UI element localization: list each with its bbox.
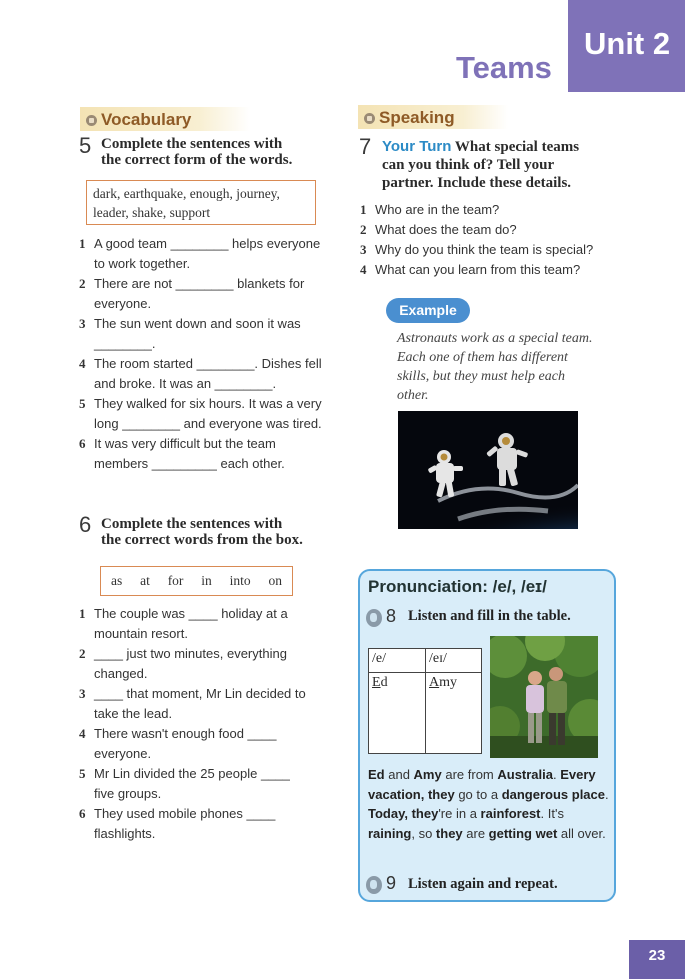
list-item	[360, 220, 630, 240]
item-text: The room started ________. Dishes fell	[94, 356, 322, 371]
item-number: 1	[79, 606, 86, 621]
list-item	[79, 724, 339, 764]
box-word: as	[111, 573, 123, 588]
item-text: Who are in the team?	[375, 202, 500, 217]
plain-text: and	[384, 767, 414, 782]
table-column-ei	[426, 649, 482, 753]
example-line: other.	[397, 388, 429, 403]
exercise-6-list	[79, 604, 339, 844]
box-word: in	[201, 573, 212, 588]
item-number: 5	[79, 396, 86, 411]
item-text: A good team ________ helps everyone	[94, 236, 321, 251]
exercise-6-number: 6	[79, 512, 92, 537]
astronaut-photo	[398, 411, 578, 529]
bold-text: Today, they	[368, 806, 439, 821]
item-number: 4	[79, 726, 86, 741]
pronunciation-table	[368, 648, 482, 754]
page-title: Teams	[456, 50, 552, 85]
bold-text: rainforest	[480, 806, 541, 821]
exercise-7-number: 7	[359, 134, 372, 159]
item-text: ________.	[94, 336, 156, 351]
section-bullet-icon	[86, 115, 97, 126]
item-text: take the lead.	[94, 706, 173, 721]
list-item	[79, 764, 339, 804]
item-text: everyone.	[94, 296, 152, 311]
list-item	[360, 200, 630, 220]
bold-text: dangerous place	[501, 786, 605, 802]
plain-text: go to a	[454, 786, 502, 802]
item-number: 6	[79, 806, 86, 821]
section-bullet-icon	[364, 113, 375, 124]
item-text: flashlights.	[94, 826, 156, 841]
list-item	[79, 684, 339, 724]
underlined-letter: E	[372, 675, 381, 690]
exercise-5-number: 5	[79, 133, 92, 158]
item-number: 4	[360, 262, 367, 277]
box-word: into	[229, 573, 251, 588]
item-text: It was very difficult but the team	[94, 436, 276, 451]
item-text: long ________ and everyone was tired.	[94, 416, 322, 431]
page-number: 23	[629, 940, 685, 979]
item-text: The couple was ____ holiday at a	[94, 606, 288, 621]
instruction-line: Complete the sentences with	[101, 136, 283, 152]
pronunciation-paragraph	[368, 765, 612, 843]
word-box-line: leader, shake, support	[93, 205, 211, 220]
example-line: Astronauts work as a special team.	[397, 331, 593, 346]
plain-text: are	[462, 825, 489, 841]
example-line: skills, but they must help each	[397, 369, 565, 384]
item-text: There wasn't enough food ____	[94, 726, 277, 741]
item-text: What can you learn from this team?	[375, 262, 581, 277]
audio-icon[interactable]	[366, 609, 382, 627]
exercise-7-instruction	[382, 138, 622, 192]
table-column-e	[369, 649, 426, 753]
item-text: ____ just two minutes, everything	[94, 646, 287, 661]
plain-text: 're in a	[438, 806, 481, 821]
item-text: and broke. It was an ________.	[94, 376, 277, 391]
bold-text: Australia	[497, 767, 553, 782]
item-number: 2	[360, 222, 367, 237]
bold-text: Every vacation, they	[368, 767, 596, 802]
box-word: for	[167, 573, 184, 588]
instruction-line: the correct form of the words.	[101, 152, 293, 168]
vocabulary-section-header	[80, 107, 250, 131]
plain-text: .	[605, 786, 609, 802]
instruction-line: the correct words from the box.	[101, 532, 303, 548]
item-number: 4	[79, 356, 86, 371]
exercise-8-instruction: Listen and fill in the table.	[408, 608, 571, 624]
table-header-ei: /eɪ/	[426, 649, 482, 673]
plain-text: all over.	[557, 825, 606, 841]
item-number: 2	[79, 276, 86, 291]
item-text: What does the team do?	[375, 222, 517, 237]
exercise-7-list	[360, 200, 630, 280]
list-item	[360, 260, 630, 280]
astronaut-illustration	[398, 411, 578, 529]
cell-text: d	[380, 675, 388, 690]
box-word: at	[140, 573, 150, 588]
item-number: 3	[360, 242, 367, 257]
rainforest-illustration	[490, 636, 598, 758]
bold-text: getting wet	[488, 825, 558, 841]
list-item	[79, 434, 349, 474]
plain-text: . It's	[540, 806, 564, 821]
instruction-line: Complete the sentences with	[101, 516, 283, 532]
list-item	[79, 354, 349, 394]
bold-text: they	[435, 825, 463, 841]
instruction-line: can you think of? Tell your	[382, 157, 555, 173]
table-cell-ed	[369, 673, 425, 691]
item-text: everyone.	[94, 746, 152, 761]
pronunciation-title: Pronunciation: /e/, /eɪ/	[368, 577, 547, 596]
plain-text: .	[553, 767, 561, 782]
item-text: mountain resort.	[94, 626, 188, 641]
item-text: They used mobile phones ____	[94, 806, 276, 821]
item-text: The sun went down and soon it was	[94, 316, 301, 331]
item-number: 3	[79, 686, 86, 701]
instruction-line: partner. Include these details.	[382, 175, 572, 191]
exercise-8-number: 8	[386, 606, 397, 626]
audio-icon[interactable]	[366, 876, 382, 894]
list-item	[79, 394, 349, 434]
speaking-label: Speaking	[379, 108, 455, 127]
instruction-text: What special teams	[454, 139, 580, 155]
exercise-6-instruction	[101, 516, 341, 548]
item-number: 1	[360, 202, 367, 217]
exercise-9-instruction: Listen again and repeat.	[408, 876, 558, 892]
word-box-line: dark, earthquake, enough, journey,	[93, 186, 280, 201]
box-word: on	[268, 573, 282, 588]
bold-text: Ed	[368, 767, 385, 782]
plain-text: , so	[411, 825, 436, 841]
exercise-5-instruction	[101, 136, 331, 168]
item-number: 3	[79, 316, 86, 331]
item-number: 1	[79, 236, 86, 251]
item-text: Mr Lin divided the 25 people ____	[94, 766, 290, 781]
table-cell-amy	[426, 673, 482, 691]
item-text: changed.	[94, 666, 148, 681]
list-item	[79, 644, 339, 684]
word-box-ex5	[86, 180, 316, 225]
list-item	[360, 240, 630, 260]
item-number: 5	[79, 766, 86, 781]
item-text: They walked for six hours. It was a very	[94, 396, 322, 411]
bold-text: raining	[368, 825, 412, 841]
unit-label: Unit 2	[568, 0, 685, 92]
example-text	[397, 329, 627, 405]
speaking-section-header	[358, 105, 508, 129]
bold-text: Amy	[413, 767, 442, 782]
exercise-9-number: 9	[386, 873, 397, 893]
item-text: There are not ________ blankets for	[94, 276, 305, 291]
word-box-ex6	[100, 566, 293, 596]
underlined-letter: A	[429, 675, 440, 690]
item-text: Why do you think the team is special?	[375, 242, 594, 257]
your-turn-label: Your Turn	[382, 138, 452, 155]
list-item	[79, 314, 349, 354]
vocabulary-label: Vocabulary	[101, 110, 192, 129]
list-item	[79, 604, 339, 644]
list-item	[79, 804, 339, 844]
list-item	[79, 234, 349, 274]
item-number: 2	[79, 646, 86, 661]
item-text: members _________ each other.	[94, 456, 285, 471]
table-header-e: /e/	[369, 649, 425, 673]
exercise-5-list	[79, 234, 349, 474]
example-line: Each one of them has different	[397, 350, 568, 365]
item-text: to work together.	[94, 256, 191, 271]
cell-text: my	[439, 675, 458, 690]
item-number: 6	[79, 436, 86, 451]
example-badge: Example	[386, 298, 470, 323]
item-text: ____ that moment, Mr Lin decided to	[94, 686, 306, 701]
plain-text: are from	[441, 767, 498, 782]
rainforest-photo	[490, 636, 598, 758]
item-text: five groups.	[94, 786, 162, 801]
list-item	[79, 274, 349, 314]
